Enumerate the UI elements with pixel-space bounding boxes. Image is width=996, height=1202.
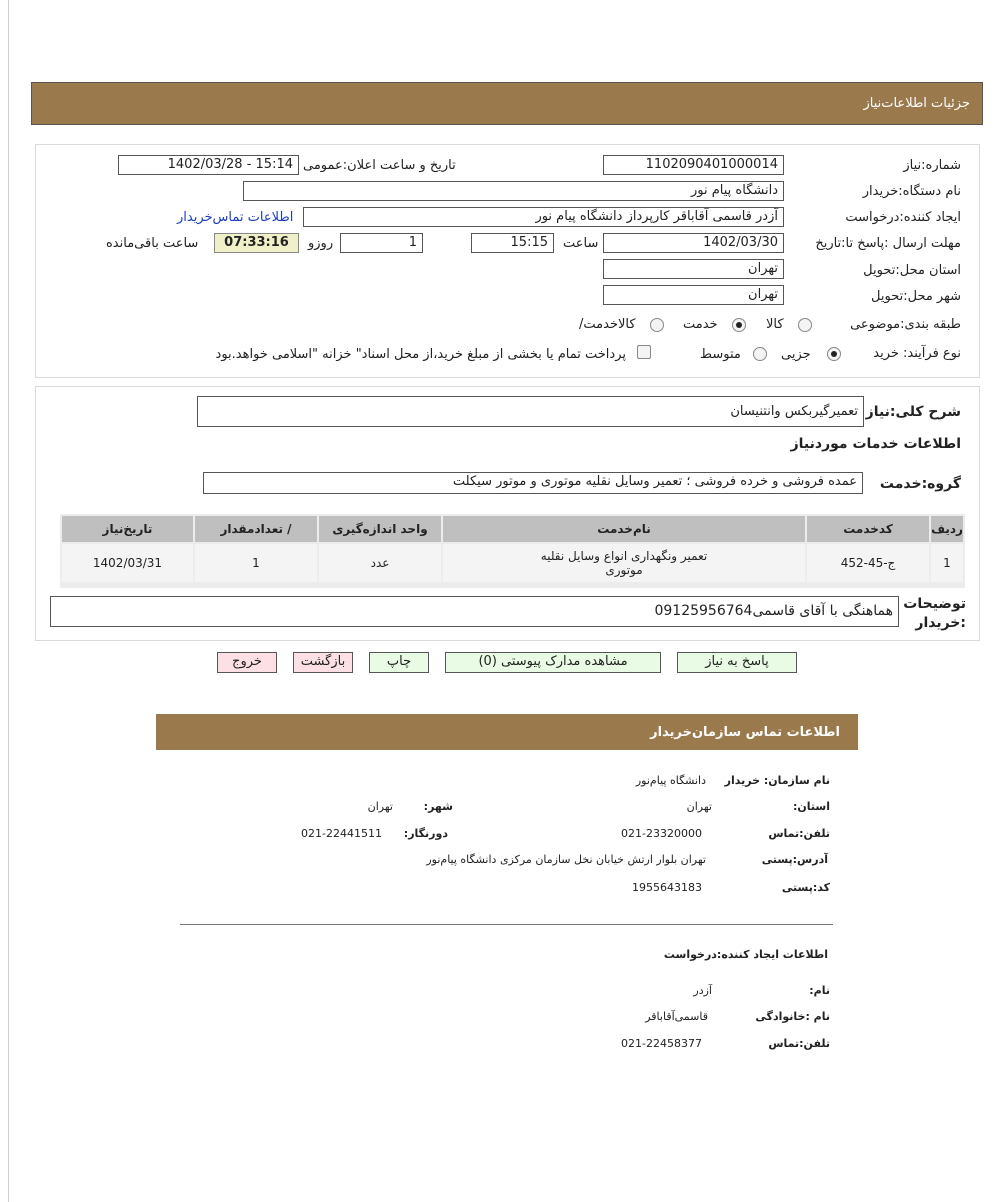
contact-postal-label: کد:پستی <box>781 881 830 894</box>
category-radio-goods[interactable] <box>798 318 812 332</box>
need-info-panel <box>35 144 980 378</box>
category-radio-service[interactable] <box>732 318 746 332</box>
cell-unit: عدد <box>319 544 441 582</box>
process-option-medium: متوسط <box>700 347 741 362</box>
services-table-frame <box>60 514 965 588</box>
services-table <box>60 514 965 584</box>
category-option-goods: کالا <box>766 317 784 332</box>
cell-service-name <box>443 544 805 582</box>
contact-city-label: :شهر <box>423 800 453 813</box>
treasury-payment-note: پرداخت تمام یا بخشی از مبلغ خرید،از محل اسناد" خزانه "اسلامی خواهد.بود <box>215 347 626 362</box>
city-label: شهر محل:تحویل <box>871 289 961 304</box>
process-option-minor: جزیی <box>781 347 811 362</box>
col-unit: واحد اندازه‌گیری <box>319 516 441 542</box>
deadline-label: مهلت ارسال :پاسخ تا:تاریخ <box>815 236 961 251</box>
requester-phone-label: تلفن:تماس <box>768 1037 830 1050</box>
contact-fax-value: 021-22441511 <box>301 827 382 840</box>
cell-service-code: ج-45-452 <box>807 544 929 582</box>
section-divider <box>180 924 833 925</box>
reply-button[interactable]: پاسخ به نیاز <box>677 652 797 673</box>
process-radio-medium[interactable] <box>753 347 767 361</box>
contact-city-value: تهران <box>367 800 393 813</box>
contact-org-value: دانشگاه پیام‌نور <box>635 774 706 787</box>
col-need-date: تاریخ‌نیاز <box>62 516 193 542</box>
buyer-notes-label <box>903 595 966 633</box>
deadline-date-field: 1402/03/30 <box>603 233 784 253</box>
treasury-payment-checkbox[interactable] <box>637 345 651 359</box>
general-description-label: شرح کلی:نیاز <box>865 404 961 420</box>
category-option-service: خدمت <box>683 317 718 332</box>
category-radio-goods-service[interactable] <box>650 318 664 332</box>
service-name-line1: تعمیر ونگهداری انواع وسایل نقلیه <box>540 549 708 563</box>
cell-quantity: 1 <box>195 544 317 582</box>
requester-section-title: اطلاعات ایجاد کننده:درخواست <box>663 948 828 961</box>
service-group-label: گروه:خدمت <box>879 476 961 492</box>
requester-family-label: نام :خانوادگی <box>755 1010 830 1023</box>
province-field: تهران <box>603 259 784 279</box>
need-number-field: 1102090401000014 <box>603 155 784 175</box>
requester-family-value: قاسمی‌آقاباقر <box>645 1010 708 1023</box>
exit-button[interactable]: خروج <box>217 652 277 673</box>
buyer-contact-link[interactable]: اطلاعات تماس‌خریدار <box>177 210 294 225</box>
requester-name-label: :نام <box>809 984 830 997</box>
contact-org-label: نام سازمان: خریدار <box>724 774 830 787</box>
contact-postal-value: 1955643183 <box>632 881 702 894</box>
service-group-field: عمده فروشی و خرده فروشی ؛ تعمیر وسایل نقلیه موتوری و موتور سیکلت <box>203 472 863 494</box>
remaining-time-label: ساعت باقی‌مانده <box>106 236 199 251</box>
cell-need-date: 1402/03/31 <box>62 544 193 582</box>
buyer-org-field: دانشگاه پیام نور <box>243 181 784 201</box>
requester-phone-value: 021-22458377 <box>621 1037 702 1050</box>
province-label: استان محل:تحویل <box>863 263 961 278</box>
details-header-bar <box>31 82 983 125</box>
buyer-contact-header <box>156 714 858 750</box>
requester-name-value: آزدر <box>693 984 712 997</box>
col-row: ردیف <box>931 516 963 542</box>
contact-province-label: :استان <box>792 800 830 813</box>
buyer-notes-label-line2: :خریدار <box>915 615 966 631</box>
remaining-time-field: 07:33:16 <box>214 233 299 253</box>
contact-province-value: تهران <box>686 800 712 813</box>
category-option-goods-service: /کالاخدمت <box>579 317 636 332</box>
contact-phone-label: تلفن:تماس <box>768 827 830 840</box>
buyer-notes-label-line1: توضیحات <box>903 596 966 612</box>
creator-field: آزدر قاسمی آقاباقر کارپرداز دانشگاه پیام نور <box>303 207 784 227</box>
buyer-notes-field: هماهنگی با آقای قاسمی09125956764 <box>50 596 899 627</box>
service-name-line2: موتوری <box>605 563 643 577</box>
table-row <box>62 544 963 582</box>
process-radio-minor[interactable] <box>827 347 841 361</box>
contact-phone-value: 021-23320000 <box>621 827 702 840</box>
category-label: طبقه بندی:موضوعی <box>850 317 961 332</box>
details-header-title: جزئیات اطلاعات‌نیاز <box>863 96 970 111</box>
deadline-hour-label: ساعت <box>563 236 599 251</box>
need-number-label: شماره:نیاز <box>903 158 961 173</box>
cell-row: 1 <box>931 544 963 582</box>
process-type-label: نوع فرآیند: خرید <box>873 346 961 361</box>
days-label: روزو <box>308 236 334 251</box>
deadline-time-field: 15:15 <box>471 233 554 253</box>
view-attachments-button[interactable]: مشاهده مدارک پیوستی (0) <box>445 652 661 673</box>
buyer-org-label: نام دستگاه:خریدار <box>862 184 961 199</box>
announce-date-field: 1402/03/28 - 15:14 <box>118 155 299 175</box>
days-remaining-field: 1 <box>340 233 423 253</box>
creator-label: ایجاد کننده:درخواست <box>845 210 961 225</box>
general-description-field: تعمیرگیربکس وانتنیسان <box>197 396 864 427</box>
announce-date-label: تاریخ و ساعت اعلان:عمومی <box>303 158 456 173</box>
contact-fax-label: :دورنگار <box>403 827 448 840</box>
col-service-code: کدخدمت <box>807 516 929 542</box>
print-button[interactable]: چاپ <box>369 652 429 673</box>
contact-address-value: تهران بلوار ارتش خیابان نخل سازمان مرکزی دانشگاه پیام‌نور <box>426 853 706 866</box>
col-quantity: / تعدادمقدار <box>195 516 317 542</box>
city-field: تهران <box>603 285 784 305</box>
back-button[interactable]: بازگشت <box>293 652 353 673</box>
services-section-title: اطلاعات خدمات موردنیاز <box>790 436 961 452</box>
buyer-contact-title: اطلاعات تماس سازمان‌خریدار <box>650 724 840 740</box>
contact-address-label: آدرس:پستی <box>761 853 828 866</box>
page-left-border <box>8 0 9 1202</box>
col-service-name: نام‌خدمت <box>443 516 805 542</box>
